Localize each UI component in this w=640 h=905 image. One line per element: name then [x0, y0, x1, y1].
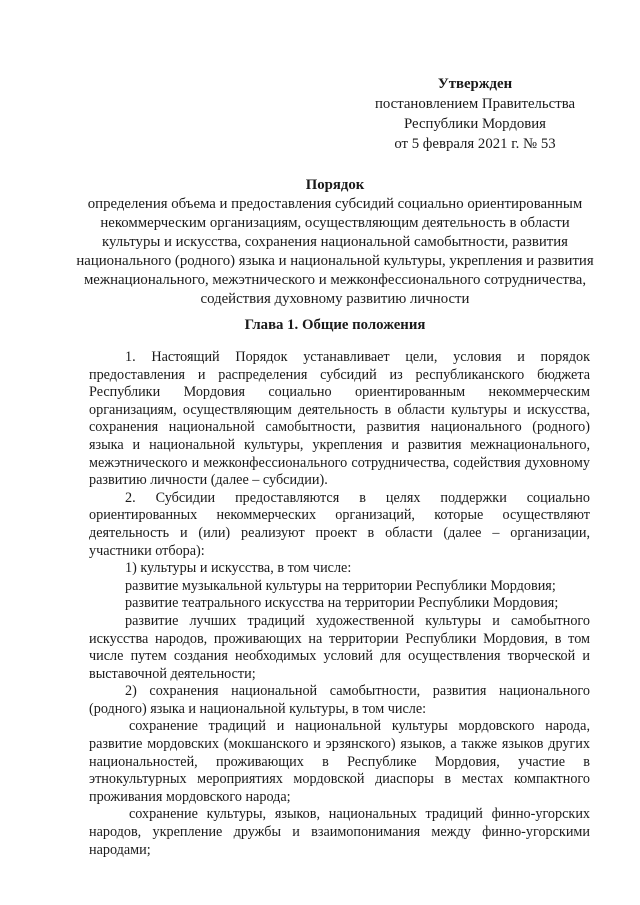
- approval-line-1: постановлением Правительства: [374, 96, 576, 112]
- document-title: [70, 176, 600, 309]
- approval-title: Утвержден: [437, 76, 513, 92]
- paragraph-1: 1. Настоящий Порядок устанавливает цели, условия и порядок предоставления и распределения субсидий из республиканского бюджета Республики Мордовия социально ориентированным некоммерческим организациям, осуществляющим деятельность в области культуры и искусства, сохранения национальной самобытности, развития национального (родного) языка и национальной культуры, укрепления и развития межнационального, межэтнического и межконфессионального сотрудничества, содействия духовному развитию личности (далее – субсидии).: [89, 349, 590, 489]
- approval-stamp: [340, 74, 610, 154]
- paragraph-9: сохранение культуры, языков, национальных традиций финно-угорских народов, укрепление дружбы и взаимопонимания между финно-угорскими народами;: [89, 806, 590, 858]
- document-subtitle: определения объема и предоставления субсидий социально ориентированным некоммерческим организациям, осуществляющим деятельность в области культуры и искусства, сохранения национальной самобытности, развития национального (родного) языка и национальной культуры, укрепления и развития межнационального, межэтнического и межконфессионального сотрудничества, содействия духовному развитию личности: [76, 196, 594, 307]
- chapter-heading: Глава 1. Общие положения: [244, 317, 426, 333]
- paragraph-7: 2) сохранения национальной самобытности, развития национального (родного) языка и национальной культуры, в том числе:: [89, 683, 590, 717]
- paragraph-8: сохранение традиций и национальной культуры мордовского народа, развитие мордовских (мокшанского и эрзянского) языков, а также языков других национальностей, проживающих в Республике Мордовия, участие в этнокультурных мероприятиях мордовской диаспоры в местах компактного проживания мордовского народа;: [89, 718, 590, 805]
- approval-line-2: Республики Мордовия: [404, 116, 546, 132]
- document-body: [89, 349, 590, 859]
- paragraph-4: развитие музыкальной культуры на территории Республики Мордовия;: [125, 577, 556, 594]
- approval-line-3: от 5 февраля 2021 г. № 53: [394, 136, 556, 152]
- paragraph-6: развитие лучших традиций художественной культуры и самобытного искусства народов, проживающих на территории Республики Мордовия, в том числе путем создания необходимых условий для осуществления творческой и выставочной деятельности;: [89, 612, 590, 682]
- paragraph-5: развитие театрального искусства на территории Республики Мордовия;: [125, 595, 559, 612]
- paragraph-3: 1) культуры и искусства, в том числе:: [125, 560, 352, 577]
- document-heading: Порядок: [305, 177, 365, 193]
- paragraph-2: 2. Субсидии предоставляются в целях поддержки социально ориентированных некоммерческих организаций, которые осуществляют деятельность и (или) реализуют проект в области (далее – организации, участники отбора):: [89, 489, 590, 559]
